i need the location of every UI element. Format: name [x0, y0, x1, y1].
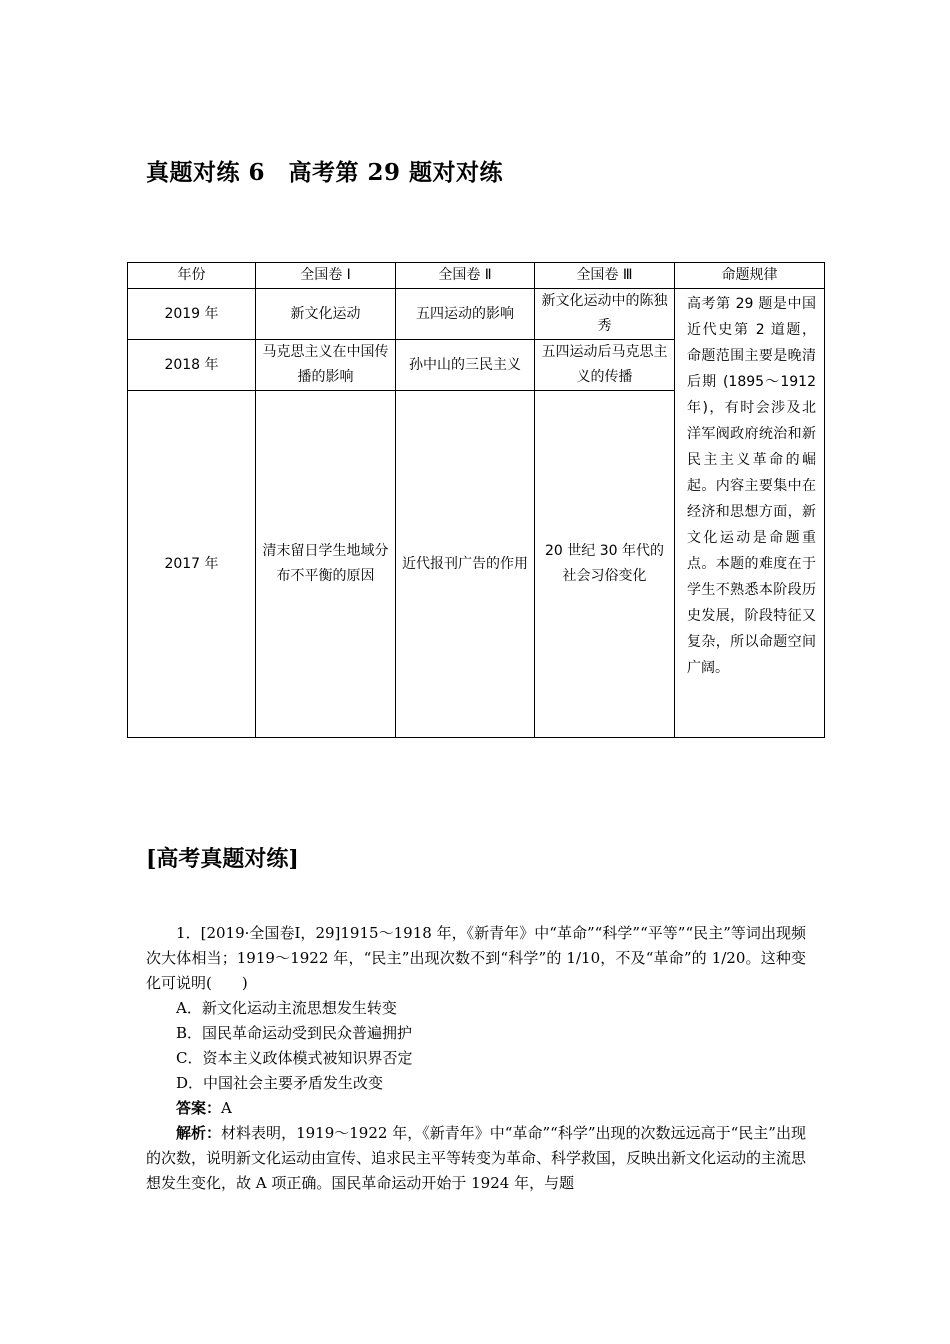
table-row	[128, 289, 825, 340]
header-national-3: 全国卷 Ⅲ	[535, 263, 675, 289]
cell-year: 2017 年	[128, 391, 256, 738]
question-stem: 1．[2019·全国卷Ⅰ，29]1915～1918 年，《新青年》中“革命”“科学”“平等”“民主”等词出现频次大体相当；1919～1922 年，“民主”出现次数不到“科学”的 1/10，不及“革命”的 1/20。这种变化可说明( )	[146, 924, 806, 992]
section-title: [高考真题对练]	[146, 846, 299, 872]
exam-overview-table	[127, 262, 825, 738]
cell-national-3: 20 世纪 30 年代的社会习俗变化	[535, 391, 675, 738]
cell-national-2: 孙中山的三民主义	[396, 340, 535, 391]
option-b: B．国民革命运动受到民众普遍拥护	[176, 1024, 413, 1042]
analysis-paragraph	[146, 1121, 806, 1196]
cell-national-3: 新文化运动中的陈独秀	[535, 289, 675, 340]
cell-rule: 高考第 29 题是中国近代史第 2 道题，命题范围主要是晚清后期 (1895～1912 年)，有时会涉及北洋军阀政府统治和新民主主义革命的崛起。内容主要集中在经济和思想方面，新文化运动是命题重点。本题的难度在于学生不熟悉本阶段历史发展，阶段特征又复杂，所以命题空间广阔。	[675, 289, 825, 738]
analysis-label: 解析：	[176, 1124, 222, 1142]
answer-line	[146, 1096, 806, 1121]
table-header-row	[128, 263, 825, 289]
header-national-2: 全国卷 Ⅱ	[396, 263, 535, 289]
option-a: A．新文化运动主流思想发生转变	[176, 999, 397, 1017]
cell-national-2: 五四运动的影响	[396, 289, 535, 340]
cell-national-2: 近代报刊广告的作用	[396, 391, 535, 738]
page-title: 真题对练 6 高考第 29 题对对练	[146, 159, 504, 186]
answer-label: 答案：	[176, 1099, 222, 1117]
header-year: 年份	[128, 263, 256, 289]
question-block	[146, 921, 806, 1196]
header-rule: 命题规律	[675, 263, 825, 289]
cell-national-3: 五四运动后马克思主义的传播	[535, 340, 675, 391]
option-c: C．资本主义政体模式被知识界否定	[176, 1049, 413, 1067]
option-d: D．中国社会主要矛盾发生改变	[176, 1074, 384, 1092]
answer-value: A	[221, 1099, 232, 1117]
cell-year: 2018 年	[128, 340, 256, 391]
cell-national-1: 新文化运动	[256, 289, 396, 340]
header-national-1: 全国卷 Ⅰ	[256, 263, 396, 289]
analysis-text: 材料表明，1919～1922 年，《新青年》中“革命”“科学”出现的次数远远高于“民主”出现的次数，说明新文化运动由宣传、追求民主平等转变为革命、科学救国，反映出新文化运动的主流思想发生变化，故 A 项正确。国民革命运动开始于 1924 年，与题	[146, 1124, 807, 1192]
cell-national-1: 清末留日学生地域分布不平衡的原因	[256, 391, 396, 738]
cell-year: 2019 年	[128, 289, 256, 340]
cell-national-1: 马克思主义在中国传播的影响	[256, 340, 396, 391]
